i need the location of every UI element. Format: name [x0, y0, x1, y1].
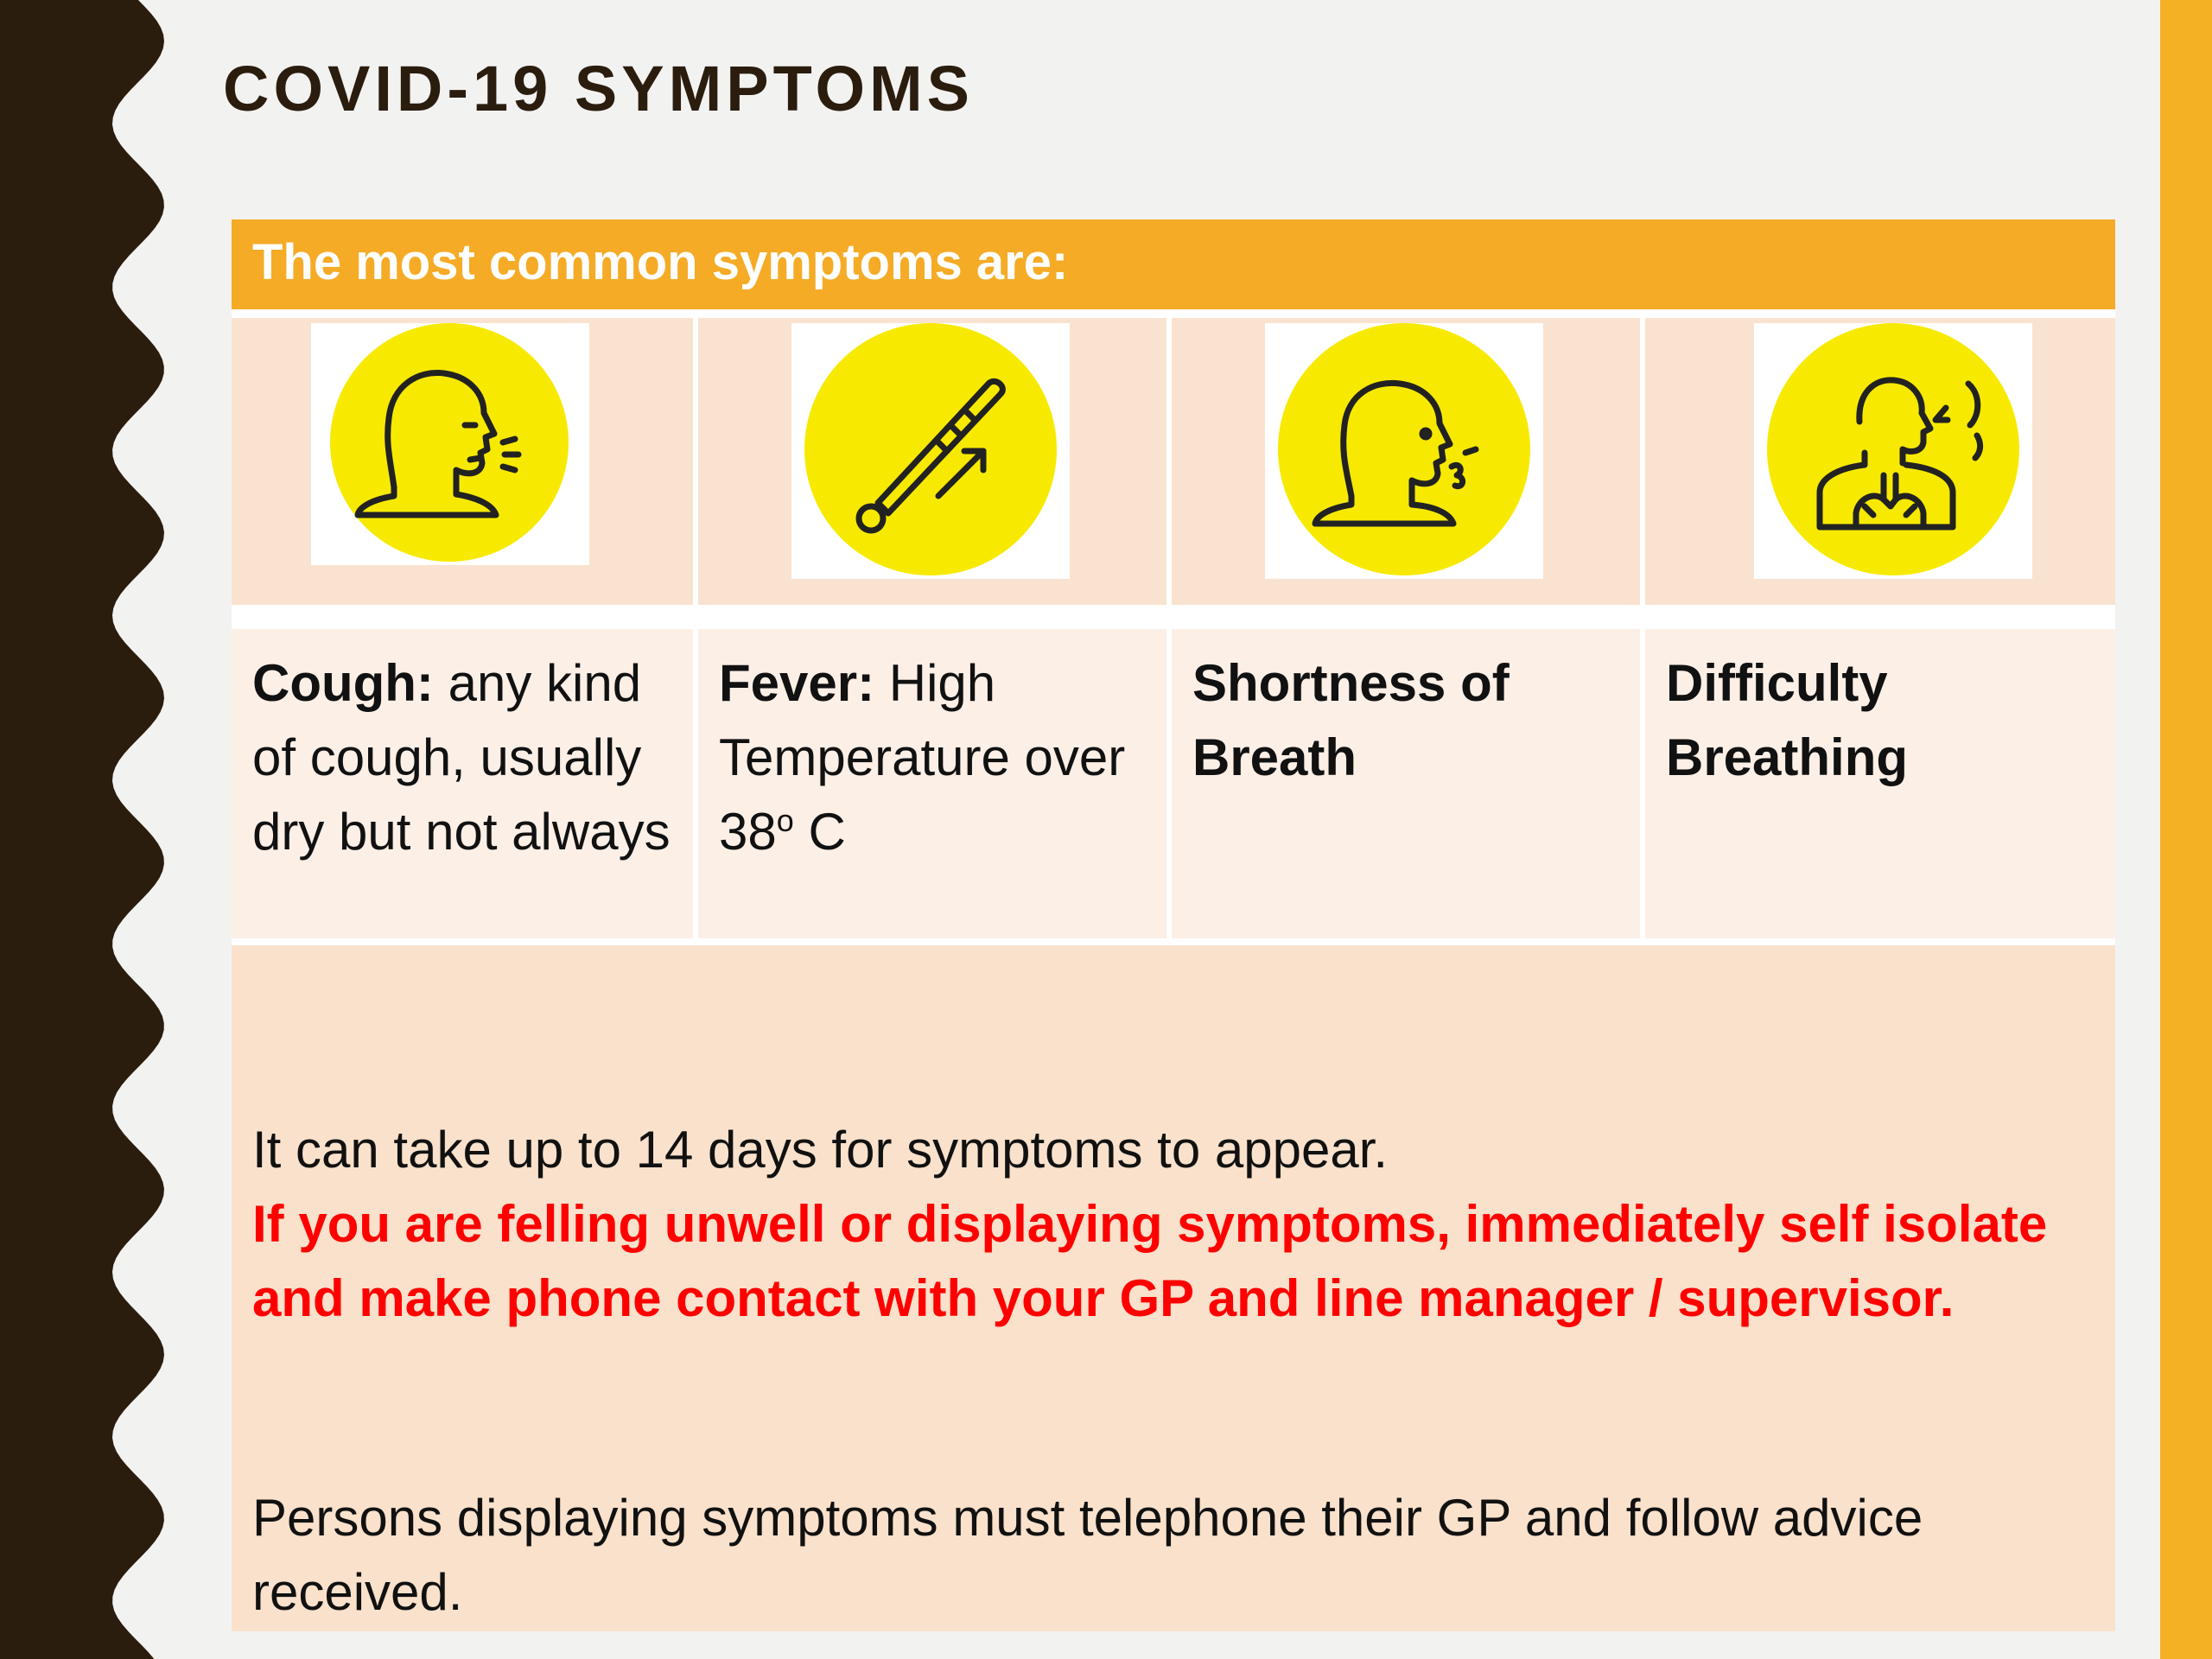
symptoms-panel — [232, 219, 2115, 1631]
cough-description — [252, 646, 679, 869]
slide-title: COVID-19 SYMPTOMS — [223, 53, 975, 124]
info-section — [232, 945, 2115, 1631]
fever-text-cell — [698, 629, 1166, 938]
panel-header-text: The most common symptoms are: — [252, 234, 1069, 290]
shortness-of-breath-text-cell — [1172, 629, 1640, 938]
panel-header — [232, 219, 2115, 309]
fever-detail: High Temperature over 38 — [719, 654, 1126, 861]
shortness-of-breath-icon — [1265, 323, 1543, 579]
cough-icon-cell — [232, 318, 693, 605]
cough-text-cell — [232, 629, 693, 938]
self-isolate-warning: If you are felling unwell or displaying symptoms, immediately self isolate and make phone contact with your GP and line manager / supervisor. — [252, 1195, 2048, 1327]
wave-border-decoration — [0, 0, 173, 1659]
thermometer-icon — [791, 323, 1070, 579]
incubation-note: It can take up to 14 days for symptoms to appear. — [252, 1121, 1389, 1179]
difficulty-breathing-text-cell — [1645, 629, 2115, 938]
gp-advice: Persons displaying symptoms must telephone their GP and follow advice received. — [252, 1489, 1923, 1621]
cough-label: Cough: — [252, 654, 434, 712]
degree-superscript: o — [776, 803, 794, 838]
fever-description — [719, 646, 1153, 869]
fever-icon-cell — [698, 318, 1166, 605]
shortness-of-breath-description — [1192, 646, 1626, 795]
accent-side-bar — [2160, 0, 2212, 1659]
difficulty-breathing-description — [1666, 646, 2101, 795]
fever-label: Fever: — [719, 654, 875, 712]
cough-detail: any kind of cough, usually dry but not always — [252, 654, 671, 861]
shortness-of-breath-label: Shortness of Breath — [1192, 654, 1510, 786]
fever-unit: C — [793, 803, 846, 861]
cough-icon — [311, 323, 589, 565]
difficulty-breathing-label: Difficulty Breathing — [1666, 654, 1909, 786]
difficulty-breathing-icon-cell — [1645, 318, 2115, 605]
lungs-breathing-icon — [1754, 323, 2032, 579]
shortness-of-breath-icon-cell — [1172, 318, 1640, 605]
